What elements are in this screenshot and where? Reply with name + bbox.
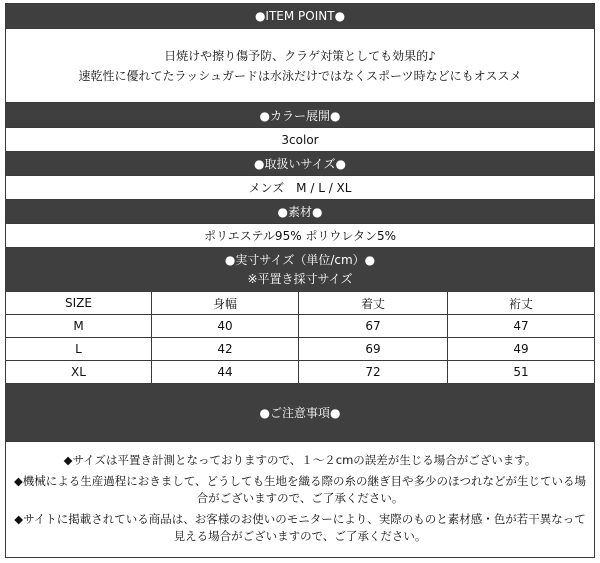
note-item: ◆サイズは平置き計測となっておりますので、１～２cmの誤差が生じる場合がございます。	[63, 453, 537, 467]
sleeve-cell: 47	[448, 315, 595, 338]
sleeve-cell: 51	[513, 365, 529, 379]
column-header-size: SIZE	[6, 292, 152, 315]
material-header	[6, 200, 594, 224]
material-value-row	[6, 224, 594, 248]
material-title: ●素材●	[277, 205, 323, 219]
item-point-title: ●ITEM POINT●	[254, 9, 346, 23]
size-cell: L	[6, 338, 152, 361]
item-point-body	[6, 29, 594, 103]
length-cell: 72	[299, 361, 448, 384]
notes-title: ●ご注意事項●	[259, 406, 341, 420]
width-cell: 40	[152, 315, 299, 338]
product-spec-sheet	[5, 3, 595, 558]
material-value: ポリエステル95% ポリウレタン5%	[204, 229, 396, 243]
item-point-header	[6, 4, 594, 29]
column-header-sleeve: 裄丈	[448, 292, 595, 315]
sleeve-cell: 49	[448, 338, 595, 361]
length-cell: 67	[299, 315, 448, 338]
width-cell: 42	[152, 338, 299, 361]
sizes-value: メンズ M / L / XL	[248, 181, 352, 195]
note-item: ◆サイトに掲載されている商品は、お客様のお使いのモニターにより、実際のものと素材感・色が若干異なって見える場合がございますので、ご了承ください。	[14, 511, 586, 543]
measure-title: ●実寸サイズ（単位/cm）●	[224, 252, 376, 267]
column-header-width: 身幅	[152, 292, 299, 315]
column-header-length: 着丈	[299, 292, 448, 315]
measure-header	[6, 248, 594, 292]
notes-header	[6, 384, 594, 442]
color-value: 3color	[281, 132, 319, 147]
size-cell: M	[6, 315, 152, 338]
width-cell: 44	[152, 361, 299, 384]
color-title: ●カラー展開●	[259, 108, 341, 123]
table-header-row	[6, 292, 594, 315]
sizes-value-row	[6, 176, 594, 200]
sizes-title: ●取扱いサイズ●	[254, 157, 346, 171]
table-row	[6, 361, 594, 384]
length-cell: 69	[299, 338, 448, 361]
color-value-row	[6, 128, 594, 152]
size-table	[6, 292, 594, 384]
measure-subtitle: ※平置き採寸サイズ	[247, 271, 353, 286]
sizes-header	[6, 152, 594, 176]
notes-body	[6, 442, 594, 557]
item-point-line-1: 日焼けや擦り傷予防、クラゲ対策としても効果的♪	[164, 48, 436, 63]
size-cell: XL	[6, 361, 152, 384]
note-item: ◆機械による生産過程におきまして、どうしても生地を織る際の糸の継ぎ目や多少のほつれなどが生じている場合がございますので、ご了承ください。	[13, 473, 587, 505]
color-header	[6, 103, 594, 128]
table-row	[6, 338, 594, 361]
table-row	[6, 315, 594, 338]
item-point-line-2: 速乾性に優れてたラッシュガードは水泳だけではなくスポーツ時などにもオススメ	[78, 68, 522, 83]
